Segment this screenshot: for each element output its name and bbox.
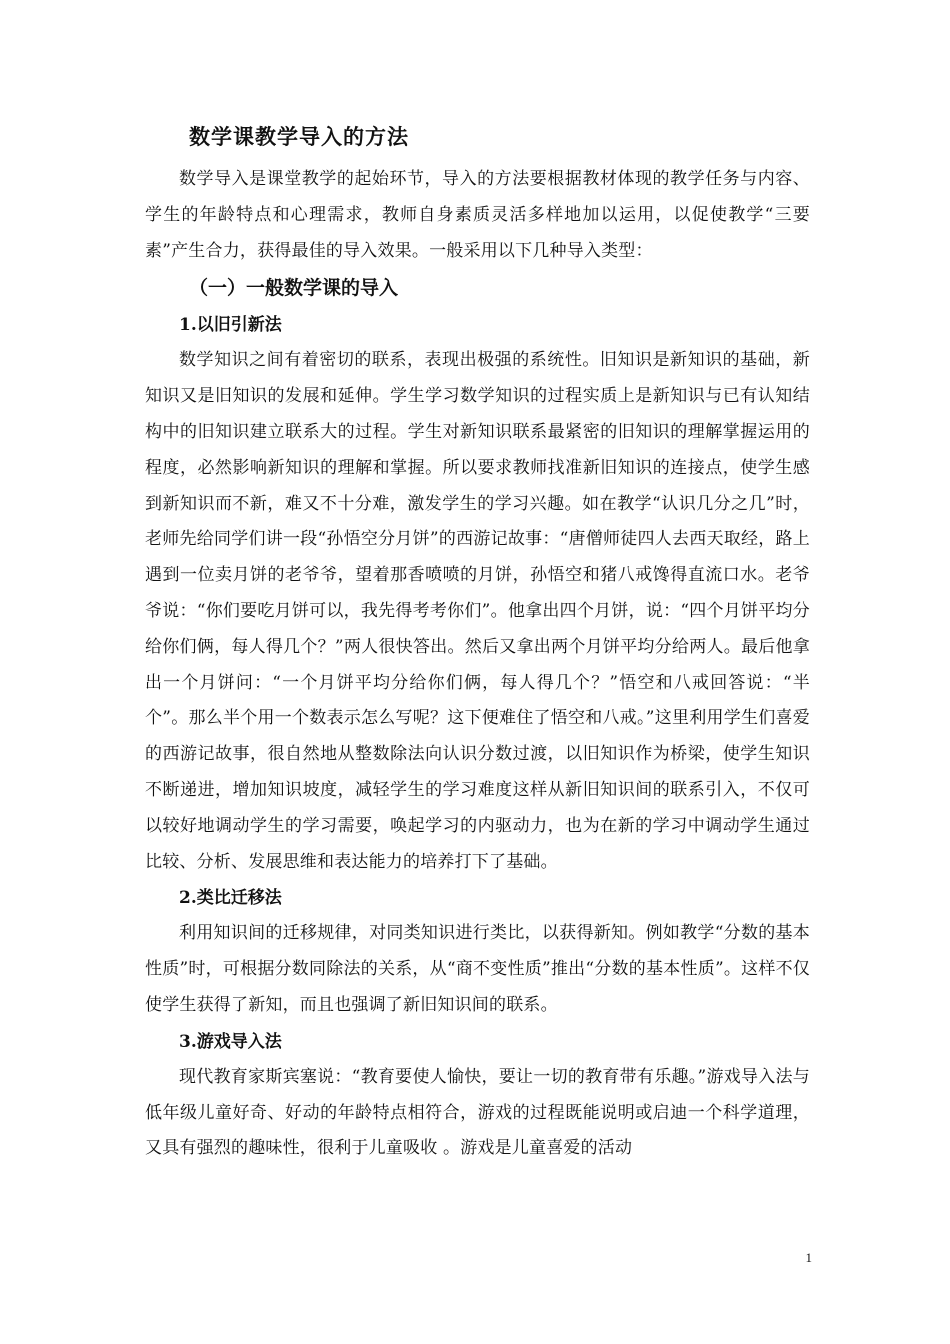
method-1-heading: 1.以旧引新法 [179,315,282,336]
intro-paragraph: 数学导入是课堂教学的起始环节，导入的方法要根据教材体现的教学任务与内容、学生的年龄特点和心理需求，教师自身素质灵活多样地加以运用，以促使教学“三要素”产生合力，获得最佳的导入效果。一般采用以下几种导入类型： [145,169,810,261]
page-number: 1 [805,1250,812,1265]
method-2-paragraph: 利用知识间的迁移规律，对同类知识进行类比，以获得新知。例如教学“分数的基本性质”时，可根据分数同除法的关系，从“商不变性质”推出“分数的基本性质”。这样不仅使学生获得了新知，而且也强调了新旧知识间的联系。 [145,923,810,1015]
method-1-paragraph: 数学知识之间有着密切的联系，表现出极强的系统性。旧知识是新知识的基础，新知识又是旧知识的发展和延伸。学生学习数学知识的过程实质上是新知识与已有认知结构中的旧知识建立联系大的过程。学生对新知识联系最紧密的旧知识的理解掌握运用的程度，必然影响新知识的理解和掌握。所以要求教师找准新旧知识的连接点，使学生感到新知识而不新，难又不十分难，激发学生的学习兴趣。如在教学“认识几分之几”时，老师先给同学们讲一段“孙悟空分月饼”的西游记故事：“唐僧师徒四人去西天取经，路上遇到一位卖月饼的老爷爷，望着那香喷喷的月饼，孙悟空和猪八戒馋得直流口水。老爷爷说：“你们要吃月饼可以，我先得考考你们”。他拿出四个月饼，说：“四个月饼平均分给你们俩，每人得几个？”两人很快答出。然后又拿出两个月饼平均分给两人。最后他拿出一个月饼问：“一个月饼平均分给你们俩，每人得几个？”悟空和八戒回答说：“半个”。那么半个用一个数表示怎么写呢？这下便难住了悟空和八戒。”这里利用学生们喜爱的西游记故事，很自然地从整数除法向认识分数过渡，以旧知识作为桥梁，使学生知识不断递进，增加知识坡度，减轻学生的学习难度这样从新旧知识间的联系引入，不仅可以较好地调动学生的学习需要，唤起学习的内驱动力，也为在新的学习中调动学生通过比较、分析、发展思维和表达能力的培养打下了基础。 [145,350,810,872]
document-body [145,118,810,1167]
method-2-heading: 2.类比迁移法 [179,888,282,909]
method-3-paragraph: 现代教育家斯宾塞说：“教育要使人愉快，要让一切的教育带有乐趣。”游戏导入法与低年级儿童好奇、好动的年龄特点相符合，游戏的过程既能说明或启迪一个科学道理，又具有强烈的趣味性，很利于儿童吸收 。游戏是儿童喜爱的活动 [145,1066,810,1159]
document-title: 数学课教学导入的方法 [189,124,409,149]
method-3-heading: 3.游戏导入法 [179,1031,282,1052]
section-heading: （一）一般数学课的导入 [189,277,399,300]
